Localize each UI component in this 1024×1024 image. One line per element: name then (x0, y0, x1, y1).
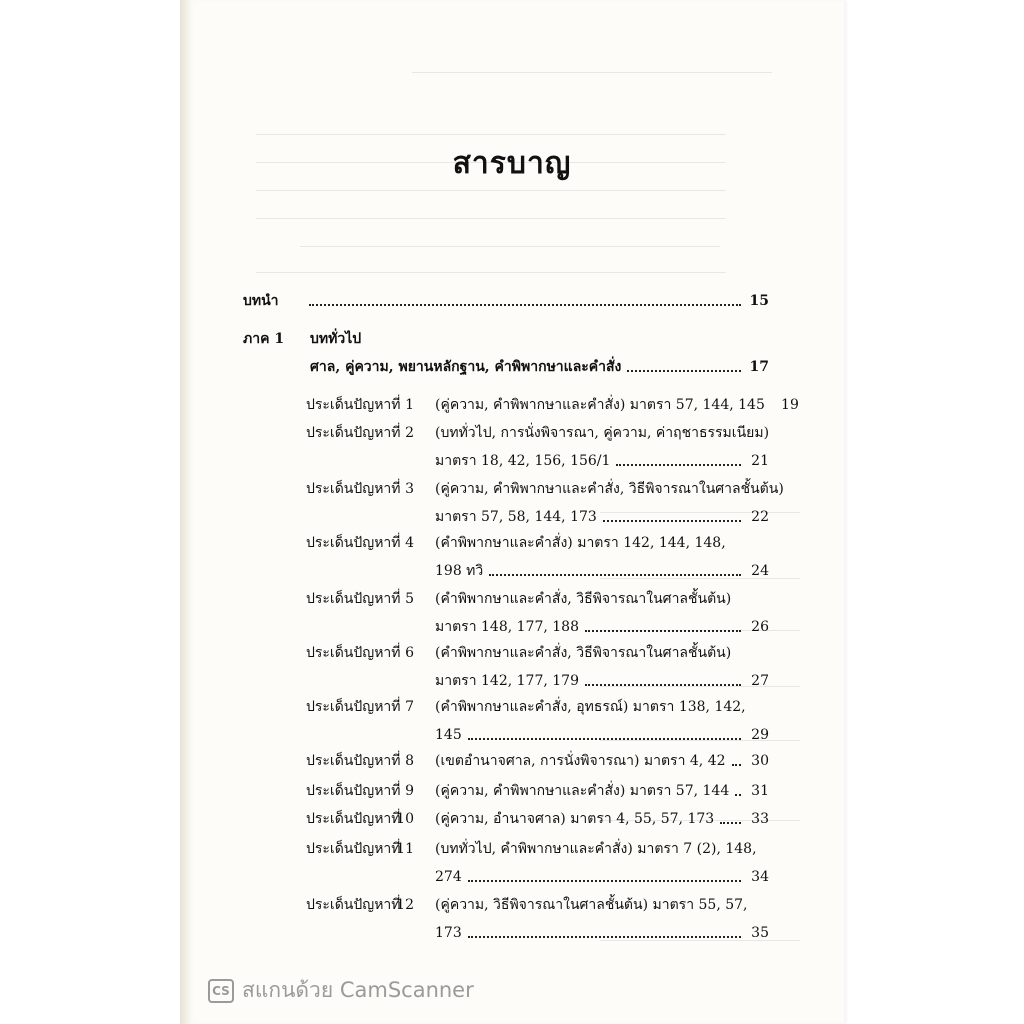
show-through-line (300, 246, 720, 247)
show-through-line (412, 72, 772, 73)
toc-issue-page: 22 (751, 509, 769, 525)
dot-leader (603, 519, 741, 522)
dot-leader (468, 737, 741, 740)
dot-leader (616, 463, 741, 466)
toc-issue-text: (คู่ความ, วิธีพิจารณาในศาลชั้นต้น) มาตรา 55, 57, (435, 897, 748, 913)
toc-issue-row (435, 752, 769, 770)
toc-issue-label: ประเด็นปัญหาที่ (306, 811, 401, 827)
toc-issue-page: 27 (751, 673, 769, 689)
toc-issue-row (435, 868, 769, 886)
toc-issue-row (435, 672, 769, 690)
toc-issue-text: มาตรา 148, 177, 188 (435, 619, 579, 635)
toc-issue-number: 1 (405, 397, 414, 413)
toc-issue-text: (คู่ความ, คำพิพากษาและคำสั่ง) มาตรา 57, 144 (435, 783, 730, 799)
page-title: สารบาญ (452, 146, 572, 181)
dot-leader (732, 763, 741, 766)
dot-leader (585, 629, 741, 632)
dot-leader (627, 369, 741, 372)
toc-issue-page: 24 (751, 563, 769, 579)
toc-issue-text: (คู่ความ, อำนาจศาล) มาตรา 4, 55, 57, 173 (435, 811, 715, 827)
toc-issue-number: 7 (405, 699, 414, 715)
toc-issue-text: 274 (435, 869, 462, 885)
toc-issue-number: 10 (396, 811, 414, 827)
toc-issue-label: ประเด็นปัญหาที่ (306, 397, 401, 413)
toc-issue-label: ประเด็นปัญหาที่ (306, 645, 401, 661)
toc-issue-number: 6 (405, 645, 414, 661)
dot-leader (489, 573, 741, 576)
toc-issue-text: (คู่ความ, คำพิพากษาและคำสั่ง) มาตรา 57, 144, 145 (435, 397, 765, 413)
toc-issue-page: 21 (751, 453, 769, 469)
toc-section-page: 17 (749, 359, 769, 375)
toc-issue-row (435, 562, 769, 580)
toc-issue-page: 30 (751, 753, 769, 769)
toc-issue-row (435, 452, 769, 470)
toc-issue-page: 29 (751, 727, 769, 743)
part-name: บททั่วไป (310, 331, 362, 347)
toc-issue-label: ประเด็นปัญหาที่ (306, 897, 401, 913)
toc-section-label: ศาล, คู่ความ, พยานหลักฐาน, คำพิพากษาและคำสั่ง (310, 359, 622, 375)
toc-issue-page: 35 (751, 925, 769, 941)
dot-leader (735, 793, 741, 796)
toc-section-row (310, 358, 769, 376)
toc-issue-text: มาตรา 18, 42, 156, 156/1 (435, 453, 611, 469)
toc-issue-page: 34 (751, 869, 769, 885)
part-label: ภาค 1 (243, 331, 285, 347)
toc-intro-row (243, 292, 769, 310)
toc-issue-label: ประเด็นปัญหาที่ (306, 535, 401, 551)
toc-issue-page: 33 (751, 811, 769, 827)
toc-issue-text: (คำพิพากษาและคำสั่ง, วิธีพิจารณาในศาลชั้นต้น) (435, 591, 732, 607)
toc-issue-row (435, 924, 769, 942)
toc-issue-row (435, 508, 769, 526)
toc-issue-page: 31 (751, 783, 769, 799)
toc-issue-page: 26 (751, 619, 769, 635)
dot-leader (468, 879, 741, 882)
toc-issue-row (435, 810, 769, 828)
toc-issue-text: (เขตอำนาจศาล, การนั่งพิจารณา) มาตรา 4, 42 (435, 753, 726, 769)
toc-issue-text: 145 (435, 727, 462, 743)
toc-issue-label: ประเด็นปัญหาที่ (306, 481, 401, 497)
toc-issue-text: (คำพิพากษาและคำสั่ง, อุทธรณ์) มาตรา 138, 142, (435, 699, 746, 715)
toc-issue-row (435, 782, 769, 800)
toc-intro-page: 15 (749, 293, 769, 309)
toc-issue-number: 9 (405, 783, 414, 799)
show-through-line (256, 134, 726, 135)
toc-issue-text: (คำพิพากษาและคำสั่ง) มาตรา 142, 144, 148, (435, 535, 726, 551)
camscanner-text: สแกนด้วย CamScanner (242, 978, 474, 1002)
camscanner-watermark (208, 974, 474, 1007)
show-through-line (256, 272, 726, 273)
toc-issue-row (435, 396, 799, 414)
show-through-line (256, 218, 726, 219)
dot-leader (720, 821, 741, 824)
toc-issue-row (435, 726, 769, 744)
toc-issue-number: 12 (396, 897, 414, 913)
toc-issue-number: 3 (405, 481, 414, 497)
toc-intro-label: บทนำ (243, 293, 279, 309)
toc-issue-number: 8 (405, 753, 414, 769)
toc-issue-number: 5 (405, 591, 414, 607)
dot-leader (585, 683, 741, 686)
show-through-line (256, 190, 726, 191)
toc-issue-text: (บททั่วไป, คำพิพากษาและคำสั่ง) มาตรา 7 (2), 148, (435, 841, 757, 857)
dot-leader (309, 303, 741, 306)
toc-issue-text: (คู่ความ, คำพิพากษาและคำสั่ง, วิธีพิจารณาในศาลชั้นต้น) (435, 481, 784, 497)
toc-issue-label: ประเด็นปัญหาที่ (306, 591, 401, 607)
toc-issue-page: 19 (781, 397, 799, 413)
toc-issue-text: (บททั่วไป, การนั่งพิจารณา, คู่ความ, ค่าฤชาธรรมเนียม) (435, 425, 770, 441)
toc-issue-label: ประเด็นปัญหาที่ (306, 425, 401, 441)
toc-issue-text: 198 ทวิ (435, 563, 484, 579)
camscanner-logo-icon: CS (208, 979, 234, 1003)
toc-issue-number: 2 (405, 425, 414, 441)
toc-issue-row (435, 618, 769, 636)
toc-issue-number: 4 (405, 535, 414, 551)
toc-issue-text: 173 (435, 925, 462, 941)
toc-issue-text: มาตรา 57, 58, 144, 173 (435, 509, 597, 525)
toc-issue-label: ประเด็นปัญหาที่ (306, 783, 401, 799)
toc-issue-text: มาตรา 142, 177, 179 (435, 673, 579, 689)
toc-issue-label: ประเด็นปัญหาที่ (306, 841, 401, 857)
toc-issue-text: (คำพิพากษาและคำสั่ง, วิธีพิจารณาในศาลชั้นต้น) (435, 645, 732, 661)
dot-leader (468, 935, 741, 938)
toc-issue-label: ประเด็นปัญหาที่ (306, 753, 401, 769)
toc-issue-number: 11 (396, 841, 414, 857)
toc-issue-label: ประเด็นปัญหาที่ (306, 699, 401, 715)
